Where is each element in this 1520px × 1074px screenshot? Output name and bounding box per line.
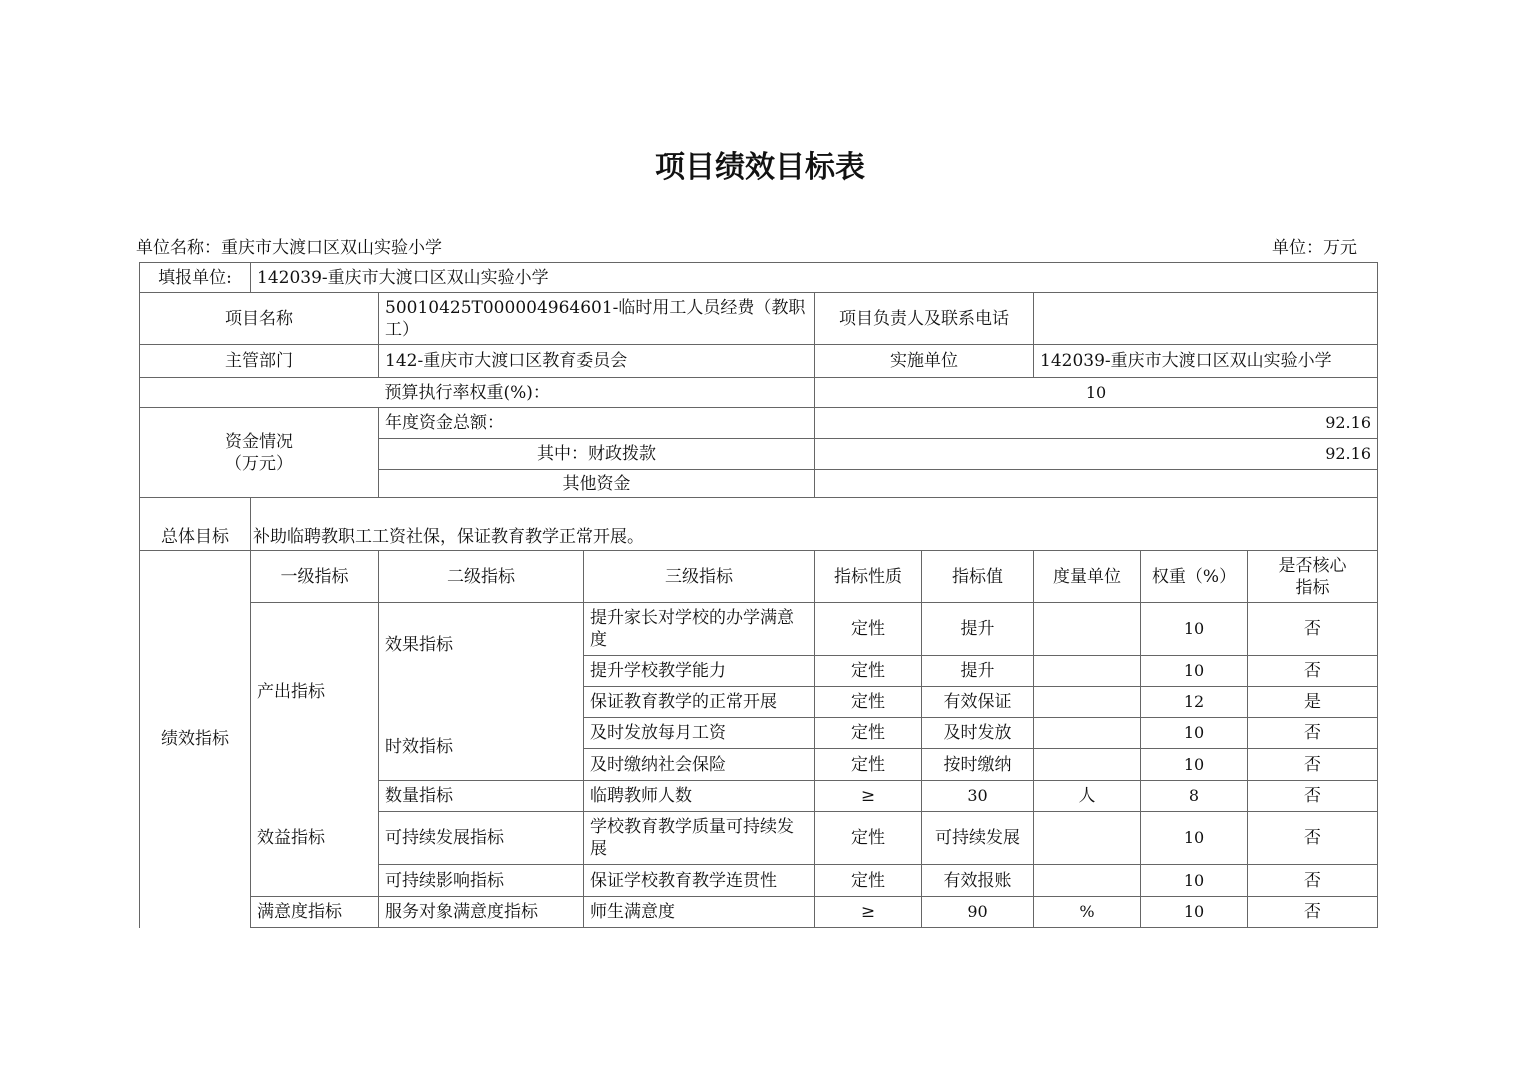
- annual-total-label: 年度资金总额：: [379, 408, 815, 439]
- unit-cell: [1034, 603, 1141, 656]
- level3-cell: 提升学校教学能力: [584, 656, 815, 687]
- other-funds-value: [815, 470, 1378, 498]
- table-row: [140, 345, 1378, 378]
- level2-timeliness: 时效指标: [379, 687, 584, 781]
- level3-cell: 提升家长对学校的办学满意度: [584, 603, 815, 656]
- level3-cell: 及时缴纳社会保险: [584, 749, 815, 781]
- fiscal-value: 92.16: [815, 439, 1378, 470]
- core-cell: 否: [1248, 718, 1378, 749]
- table-row: [140, 603, 1378, 656]
- nature-cell: ≥: [815, 781, 922, 812]
- table-row: [140, 293, 1378, 345]
- level3-cell: 及时发放每月工资: [584, 718, 815, 749]
- level2-sustainable-dev: 可持续发展指标: [379, 812, 584, 865]
- weight-cell: 10: [1141, 812, 1248, 865]
- core-cell: 否: [1248, 897, 1378, 928]
- table-row: [140, 378, 1378, 408]
- weight-cell: 8: [1141, 781, 1248, 812]
- column-header: 二级指标: [379, 551, 584, 603]
- fill-unit-value: 142039-重庆市大渡口区双山实验小学: [251, 263, 1378, 293]
- value-cell: 30: [922, 781, 1034, 812]
- project-name-label: 项目名称: [140, 293, 379, 345]
- nature-cell: 定性: [815, 865, 922, 897]
- annual-total-value: 92.16: [815, 408, 1378, 439]
- page-title: 项目绩效目标表: [655, 150, 865, 185]
- nature-cell: ≥: [815, 897, 922, 928]
- performance-target-table: [139, 262, 1378, 928]
- project-name-value: 50010425T000004964601-临时用工人员经费（教职工）: [379, 293, 815, 345]
- value-cell: 及时发放: [922, 718, 1034, 749]
- other-funds-label: 其他资金: [379, 470, 815, 498]
- nature-cell: 定性: [815, 749, 922, 781]
- nature-cell: 定性: [815, 812, 922, 865]
- funds-label: 资金情况 （万元）: [140, 408, 379, 498]
- column-header: 权重（%）: [1141, 551, 1248, 603]
- core-cell: 否: [1248, 865, 1378, 897]
- dept-label: 主管部门: [140, 345, 379, 378]
- level1-output: 产出指标: [251, 603, 379, 781]
- table-row: [140, 408, 1378, 439]
- budget-weight-value: 10: [815, 378, 1378, 408]
- budget-weight-label: 预算执行率权重(%)：: [379, 378, 815, 408]
- column-header: 三级指标: [584, 551, 815, 603]
- weight-cell: 10: [1141, 865, 1248, 897]
- nature-cell: 定性: [815, 718, 922, 749]
- level3-cell: 学校教育教学质量可持续发展: [584, 812, 815, 865]
- column-header: 度量单位: [1034, 551, 1141, 603]
- level3-cell: 师生满意度: [584, 897, 815, 928]
- fill-unit-label: 填报单位:: [140, 263, 251, 293]
- dept-value: 142-重庆市大渡口区教育委员会: [379, 345, 815, 378]
- value-cell: 有效报账: [922, 865, 1034, 897]
- weight-cell: 10: [1141, 749, 1248, 781]
- core-cell: 否: [1248, 812, 1378, 865]
- table-row: [140, 897, 1378, 928]
- level2-effect: 效果指标: [379, 603, 584, 687]
- core-cell: 是: [1248, 687, 1378, 718]
- unit-cell: [1034, 718, 1141, 749]
- contact-label: 项目负责人及联系电话: [815, 293, 1034, 345]
- table-header-row: [140, 551, 1378, 603]
- nature-cell: 定性: [815, 656, 922, 687]
- impl-label: 实施单位: [815, 345, 1034, 378]
- core-cell: 否: [1248, 603, 1378, 656]
- value-cell: 可持续发展: [922, 812, 1034, 865]
- core-cell: 否: [1248, 781, 1378, 812]
- unit-name: 单位名称：重庆市大渡口区双山实验小学: [136, 238, 442, 258]
- fiscal-label: 其中：财政拨款: [379, 439, 815, 470]
- table-row: [140, 498, 1378, 551]
- value-cell: 90: [922, 897, 1034, 928]
- value-cell: 有效保证: [922, 687, 1034, 718]
- level2-quantity: 数量指标: [379, 781, 584, 812]
- column-header: 指标值: [922, 551, 1034, 603]
- core-cell: 否: [1248, 656, 1378, 687]
- value-cell: 提升: [922, 603, 1034, 656]
- table-row: [140, 263, 1378, 293]
- level2-sustainable-impact: 可持续影响指标: [379, 865, 584, 897]
- level3-cell: 临聘教师人数: [584, 781, 815, 812]
- goal-value: 补助临聘教职工工资社保，保证教育教学正常开展。: [251, 498, 1378, 551]
- impl-value: 142039-重庆市大渡口区双山实验小学: [1034, 345, 1378, 378]
- column-header: 一级指标: [251, 551, 379, 603]
- column-header: 指标性质: [815, 551, 922, 603]
- level1-benefit: 效益指标: [251, 781, 379, 897]
- value-cell: 按时缴纳: [922, 749, 1034, 781]
- weight-cell: 12: [1141, 687, 1248, 718]
- column-header: 是否核心 指标: [1248, 551, 1378, 603]
- contact-value: [1034, 293, 1378, 345]
- unit-cell: [1034, 865, 1141, 897]
- unit-cell: 人: [1034, 781, 1141, 812]
- core-cell: 否: [1248, 749, 1378, 781]
- unit-cell: [1034, 749, 1141, 781]
- level3-cell: 保证教育教学的正常开展: [584, 687, 815, 718]
- unit-cell: [1034, 812, 1141, 865]
- level2-service-satisfaction: 服务对象满意度指标: [379, 897, 584, 928]
- weight-cell: 10: [1141, 656, 1248, 687]
- unit-cell: [1034, 656, 1141, 687]
- weight-cell: 10: [1141, 603, 1248, 656]
- nature-cell: 定性: [815, 603, 922, 656]
- currency-unit: 单位：万元: [1272, 238, 1357, 258]
- level3-cell: 保证学校教育教学连贯性: [584, 865, 815, 897]
- unit-cell: %: [1034, 897, 1141, 928]
- weight-cell: 10: [1141, 718, 1248, 749]
- goal-label: 总体目标: [140, 498, 251, 551]
- perf-section-label: 绩效指标: [140, 551, 251, 928]
- unit-cell: [1034, 687, 1141, 718]
- nature-cell: 定性: [815, 687, 922, 718]
- table-row: [140, 781, 1378, 812]
- weight-cell: 10: [1141, 897, 1248, 928]
- level1-satisfaction: 满意度指标: [251, 897, 379, 928]
- value-cell: 提升: [922, 656, 1034, 687]
